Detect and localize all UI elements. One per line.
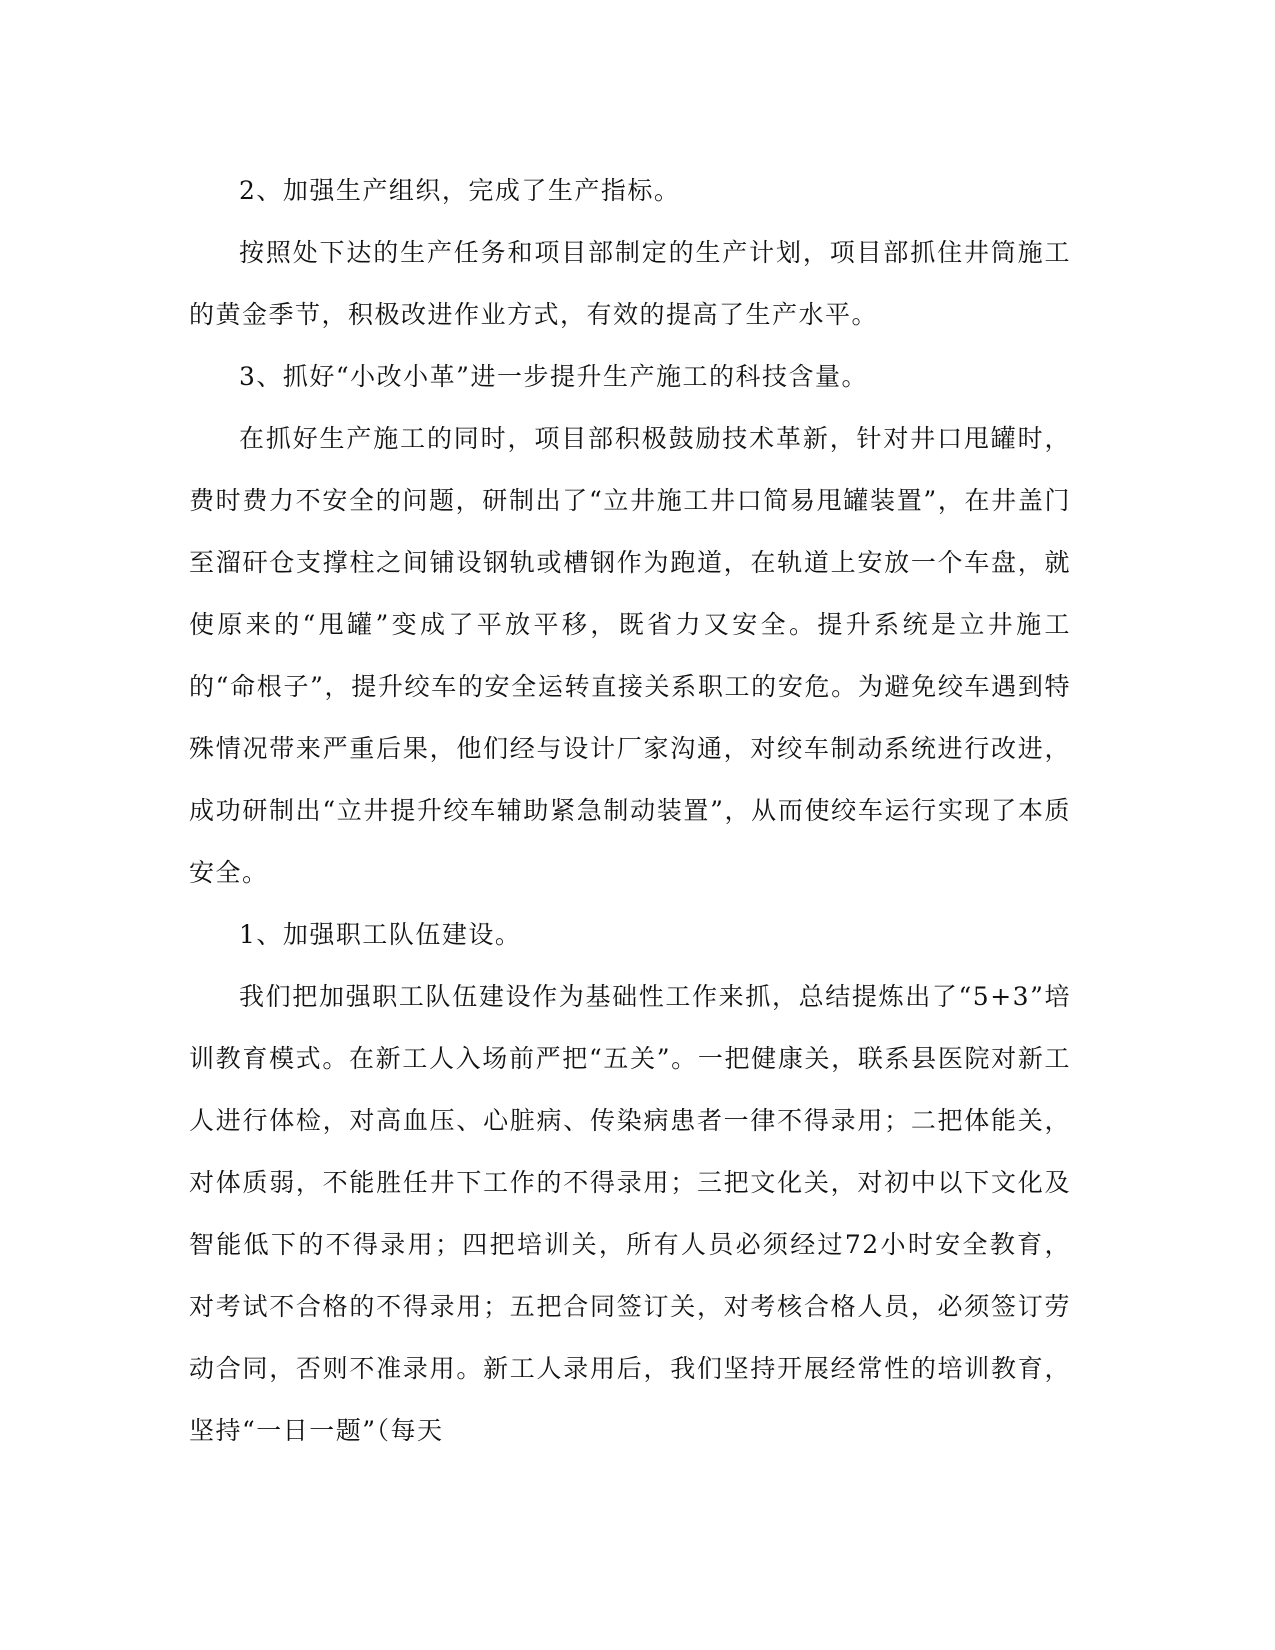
section-3-paragraph: 在抓好生产施工的同时，项目部积极鼓励技术革新，针对井口甩罐时，费时费力不安全的问题，研制出了“立井施工井口简易甩罐装置”，在井盖门至溜矸仓支撑柱之间铺设钢轨或槽钢作为跑道，在轨道上安放一个车盘，就使原来的“甩罐”变成了平放平移，既省力又安全。提升系统是立井施工的“命根子”，提升绞车的安全运转直接关系职工的安危。为避免绞车遇到特殊情况带来严重后果，他们经与设计厂家沟通，对绞车制动系统进行改进，成功研制出“立井提升绞车辅助紧急制动装置”，从而使绞车运行实现了本质安全。 xyxy=(189,424,1071,887)
section-1-heading: 1、加强职工队伍建设。 xyxy=(239,920,522,949)
section-3-heading: 3、抓好“小改小革”进一步提升生产施工的科技含量。 xyxy=(239,362,868,391)
section-2-paragraph: 按照处下达的生产任务和项目部制定的生产计划，项目部抓住井筒施工的黄金季节，积极改进作业方式，有效的提高了生产水平。 xyxy=(189,238,1071,329)
section-1-paragraph: 我们把加强职工队伍建设作为基础性工作来抓，总结提炼出了“5+3”培训教育模式。在新工人入场前严把“五关”。一把健康关，联系县医院对新工人进行体检，对高血压、心脏病、传染病患者一律不得录用；二把体能关，对体质弱，不能胜任井下工作的不得录用；三把文化关，对初中以下文化及智能低下的不得录用；四把培训关，所有人员必须经过72小时安全教育，对考试不合格的不得录用；五把合同签订关，对考核合格人员，必须签订劳动合同，否则不准录用。新工人录用后，我们坚持开展经常性的培训教育，坚持“一日一题”（每天 xyxy=(189,982,1071,1445)
section-2-heading: 2、加强生产组织，完成了生产指标。 xyxy=(239,176,681,205)
document-body xyxy=(189,160,1071,1462)
